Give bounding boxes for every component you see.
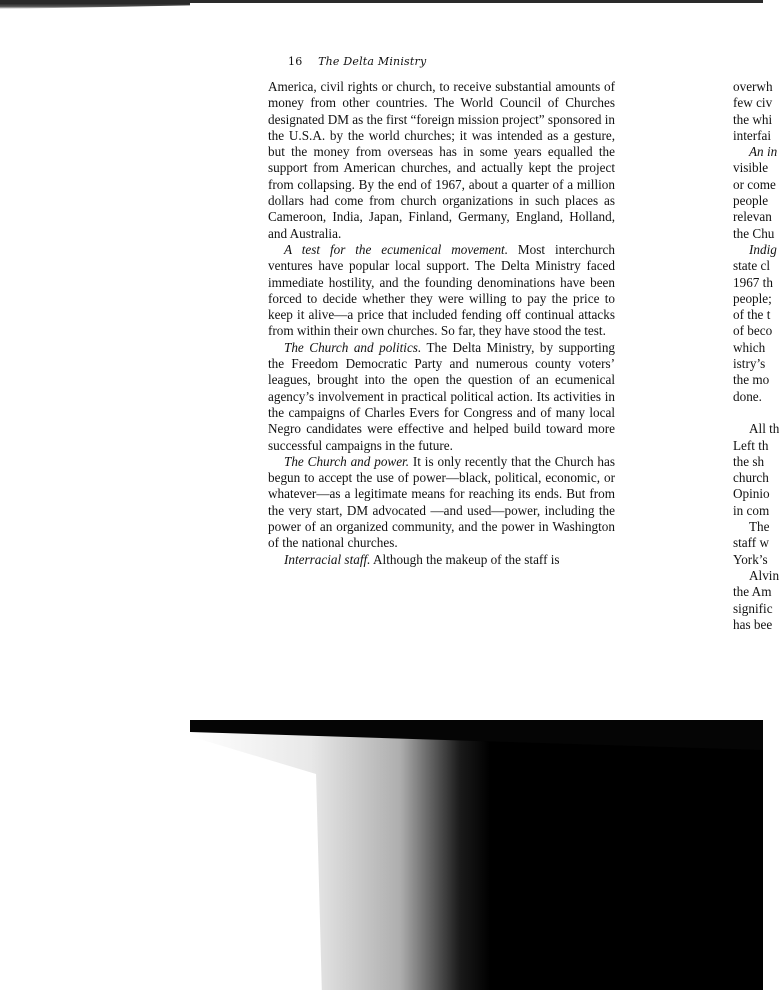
paragraph-text: America, civil rights or church, to receive substantial amounts of money from other countries. The World Council of Churches designated DM as the first “foreign mission project” sponsored in the U.S.A. by the world churches; it was intended as a gesture, but the money from overseas has in some years equalled the support from American churches, and actually kept the project from collapsing. By the end of 1967, about a quarter of a million dollars had come from church organizations in such places as Cameroon, India, Japan, Finland, Germany, England, Holland, and Australia. — [268, 79, 615, 241]
paragraph-text: The Delta Ministry, by supporting the Freedom Democratic Party and numerous county voters’ leagues, brought into the open the question of an ecumenical agency’s involvement in practical political action. Its activities in the campaigns of Charles Evers for Congress and of many local Negro candidates were effective and helped build toward more successful campaigns in the future. — [268, 339, 616, 453]
paragraph-lead: The Church and power. — [284, 453, 410, 469]
cropped-line: relevan — [733, 209, 772, 225]
right-text-column-cropped — [733, 79, 779, 633]
cropped-line: few civ — [733, 95, 773, 111]
cropped-line: Indig — [749, 241, 777, 257]
paragraph — [268, 552, 615, 568]
paragraph — [268, 242, 615, 340]
cropped-line: staff w — [733, 535, 770, 551]
cropped-line: or come — [733, 176, 776, 192]
top-scan-edge — [0, 0, 763, 12]
running-title: The Delta Ministry — [318, 55, 427, 68]
cropped-line: visible — [733, 160, 769, 176]
running-header — [288, 55, 426, 68]
paragraph-lead: The Church and politics. — [284, 339, 422, 355]
cropped-line: of beco — [733, 323, 773, 339]
cropped-line: done. — [733, 388, 762, 404]
paragraph — [268, 454, 615, 552]
cropped-line: Alvin — [749, 567, 779, 583]
cropped-line — [733, 405, 763, 421]
paragraph-text: Although the makeup of the staff is — [370, 551, 560, 567]
scan-shadow-region — [190, 720, 763, 990]
cropped-line: in com — [733, 502, 770, 518]
cropped-line: state cl — [733, 258, 770, 274]
paragraph-text: It is only recently that the Church has begun to accept the use of power—black, political, economic, or whatever—as a legitimate means for reaching its ends. But from the very start, DM advocated —and used—power, including the power of an organized community, and the power in Washington of the national churches. — [268, 453, 615, 551]
cropped-line: people; — [733, 290, 772, 306]
cropped-line: 1967 th — [733, 274, 773, 290]
cropped-line: of the t — [733, 307, 771, 323]
cropped-line: An in — [749, 144, 778, 160]
cropped-line: the Am — [733, 584, 772, 600]
cropped-line: the Chu — [733, 225, 775, 241]
paragraph — [268, 340, 615, 454]
cropped-line: interfai — [733, 127, 772, 143]
cropped-line: York’s — [733, 551, 768, 567]
page-number: 16 — [288, 55, 303, 68]
cropped-line: The — [749, 519, 770, 535]
cropped-line: istry’s — [733, 356, 766, 372]
paragraph-lead: A test for the ecumenical movement. — [284, 241, 508, 257]
cropped-line: Left th — [733, 437, 769, 453]
cropped-line: church — [733, 470, 769, 486]
cropped-line: signific — [733, 600, 773, 616]
cropped-line: the mo — [733, 372, 770, 388]
cropped-line: which — [733, 339, 766, 355]
paragraph-lead: Interracial staff. — [284, 551, 371, 567]
cropped-line: the whi — [733, 111, 773, 127]
cropped-line: has bee — [733, 616, 773, 632]
paragraph — [268, 79, 615, 242]
paragraph-text: Most interchurch ventures have popular local support. The Delta Ministry faced immediate hostility, and the founding denominations have been forced to decide whether they were willing to pay the price to keep it alive—a price that included fending off continual attacks from within their own churches. So far, they have stood the test. — [268, 241, 615, 339]
cropped-line: people — [733, 193, 769, 209]
left-text-column — [268, 79, 615, 568]
cropped-line: Opinio — [733, 486, 770, 502]
cropped-line: All th — [749, 421, 779, 437]
cropped-line: the sh — [733, 453, 765, 469]
cropped-line: overwh — [733, 79, 773, 94]
